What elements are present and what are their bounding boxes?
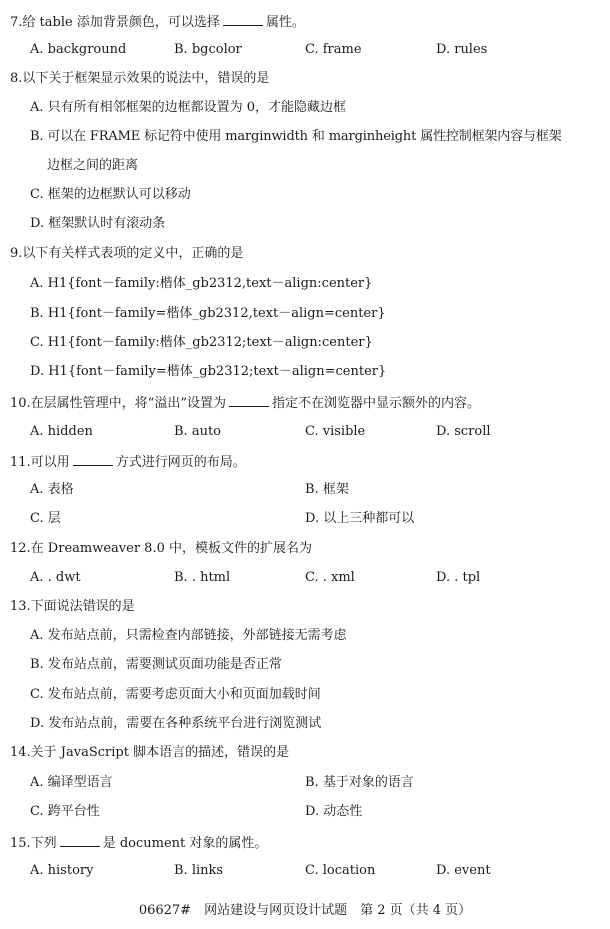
question-13-option-a: A. 发布站点前，只需检查内部链接，外部链接无需考虑: [30, 628, 347, 643]
question-7-option-c: C. frame: [305, 42, 362, 57]
question-10-option-b: B. auto: [174, 424, 221, 439]
question-7-stem-start: 7.给 table 添加背景颜色，可以选择: [10, 15, 220, 30]
question-11-option-c: C. 层: [30, 511, 61, 526]
question-10-option-d: D. scroll: [436, 424, 491, 439]
question-9-option-a: A. H1{font－family:楷体_gb2312,text－align:center}: [30, 276, 373, 291]
question-14-option-d: D. 动态性: [305, 804, 363, 819]
question-11: [10, 452, 246, 470]
question-9-stem: 9.以下有关样式表项的定义中，正确的是: [10, 246, 244, 261]
question-11-stem-end: 方式进行网页的布局。: [115, 455, 246, 470]
question-9-option-d: D. H1{font－family=楷体_gb2312;text－align=center}: [30, 364, 387, 379]
question-14-option-b: B. 基于对象的语言: [305, 775, 414, 790]
question-11-option-b: B. 框架: [305, 482, 349, 497]
question-9-option-b: B. H1{font－family=楷体_gb2312,text－align=center}: [30, 306, 386, 321]
question-13-option-b: B. 发布站点前，需要测试页面功能是否正常: [30, 657, 282, 672]
question-8-stem: 8.以下关于框架显示效果的说法中，错误的是: [10, 71, 270, 86]
question-10-stem-start: 10.在层属性管理中，将“溢出”设置为: [10, 396, 226, 411]
page-footer: 06627# 网站建设与网页设计试题 第 2 页（共 4 页）: [138, 903, 472, 918]
question-7: [10, 12, 305, 30]
question-10: [10, 393, 480, 411]
question-15-option-a: A. history: [30, 863, 94, 878]
question-11-stem-start: 11.可以用: [10, 455, 70, 470]
question-8-option-d: D. 框架默认时有滚动条: [30, 216, 166, 231]
question-14-option-a: A. 编译型语言: [30, 775, 113, 790]
question-13-option-c: C. 发布站点前，需要考虑页面大小和页面加载时间: [30, 687, 321, 702]
question-11-option-a: A. 表格: [30, 482, 74, 497]
question-7-option-b: B. bgcolor: [174, 42, 242, 57]
question-13-option-d: D. 发布站点前，需要在各种系统平台进行浏览测试: [30, 716, 322, 731]
question-9-option-c: C. H1{font－family:楷体_gb2312;text－align:center}: [30, 335, 373, 350]
answer-blank: [60, 833, 100, 847]
question-15-option-c: C. location: [305, 863, 376, 878]
question-8-option-c: C. 框架的边框默认可以移动: [30, 187, 191, 202]
question-8-option-b-continued: 边框之间的距离: [47, 158, 139, 173]
question-12-stem: 12.在 Dreamweaver 8.0 中，模板文件的扩展名为: [10, 541, 312, 556]
question-14-stem: 14.关于 JavaScript 脚本语言的描述，错误的是: [10, 745, 290, 760]
question-8-option-a: A. 只有所有相邻框架的边框都设置为 0，才能隐藏边框: [30, 100, 347, 115]
question-7-stem-end: 属性。: [265, 15, 305, 30]
answer-blank: [223, 12, 263, 26]
question-12-option-c: C. . xml: [305, 570, 355, 585]
answer-blank: [229, 393, 269, 407]
question-7-option-d: D. rules: [436, 42, 488, 57]
question-14-option-c: C. 跨平台性: [30, 804, 100, 819]
question-15-stem-start: 15.下列: [10, 836, 57, 851]
question-8-option-b: B. 可以在 FRAME 标记符中使用 marginwidth 和 marginheight 属性控制框架内容与框架: [30, 129, 562, 144]
question-7-option-a: A. background: [30, 42, 127, 57]
question-11-option-d: D. 以上三种都可以: [305, 511, 415, 526]
question-13-stem: 13.下面说法错误的是: [10, 599, 135, 614]
question-10-option-a: A. hidden: [30, 424, 93, 439]
question-10-option-c: C. visible: [305, 424, 366, 439]
question-15: [10, 833, 267, 851]
question-12-option-d: D. . tpl: [436, 570, 481, 585]
question-12-option-a: A. . dwt: [30, 570, 81, 585]
question-15-option-d: D. event: [436, 863, 491, 878]
question-15-stem-end: 是 document 对象的属性。: [102, 836, 268, 851]
question-12-option-b: B. . html: [174, 570, 231, 585]
question-15-option-b: B. links: [174, 863, 224, 878]
question-10-stem-end: 指定不在浏览器中显示额外的内容。: [271, 396, 480, 411]
answer-blank: [73, 452, 113, 466]
